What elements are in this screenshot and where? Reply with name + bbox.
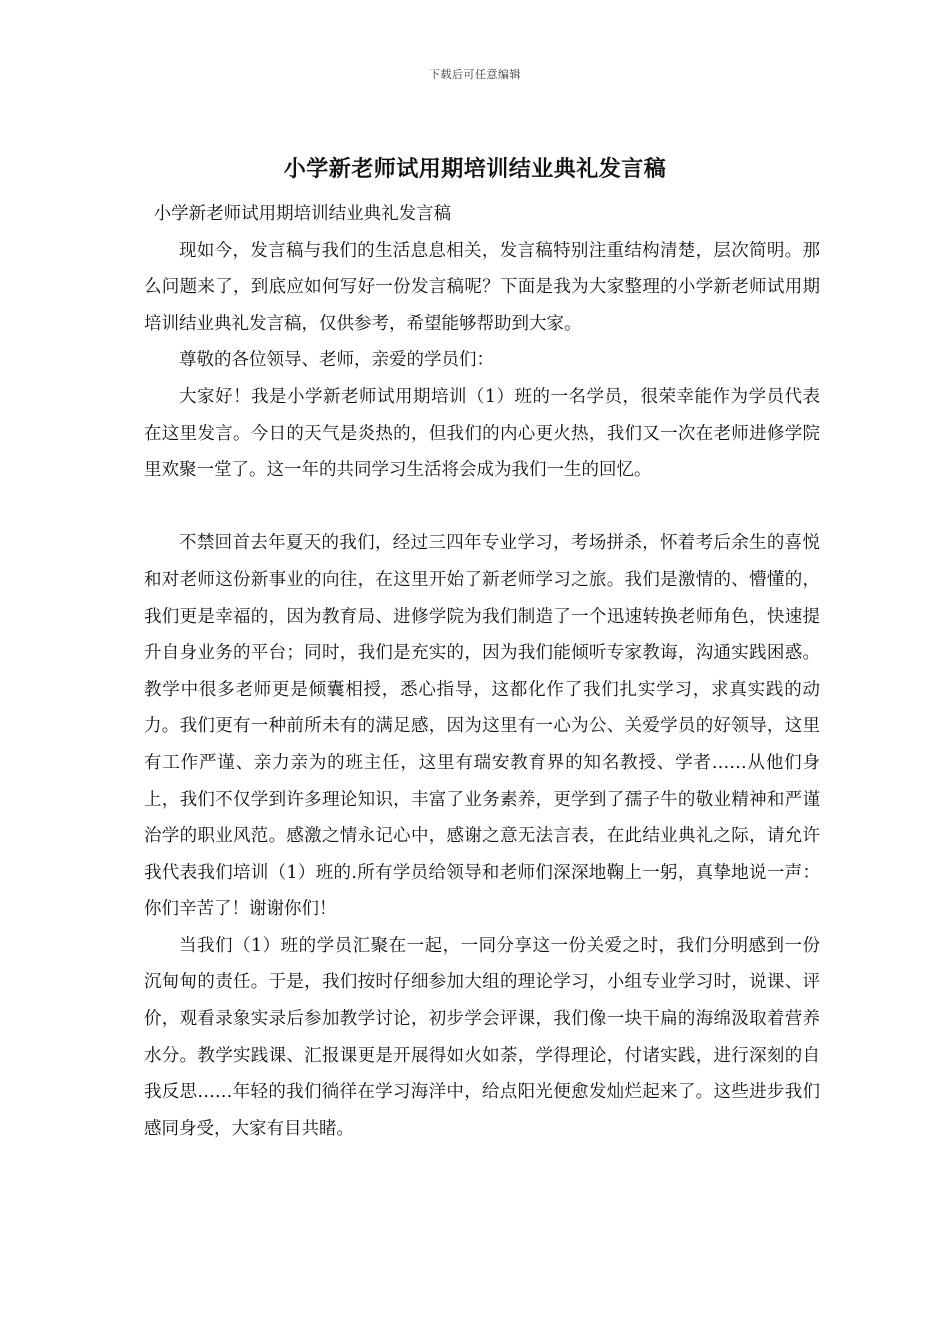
paragraph-spacer [144,489,820,526]
document-body [144,196,820,1147]
header-note: 下载后可任意编辑 [429,68,521,81]
paragraph-reflection: 不禁回首去年夏天的我们，经过三四年专业学习，考场拼杀，怀着考后余生的喜悦和对老师这份新事业的向往，在这里开始了新老师学习之旅。我们是激情的、懵懂的，我们更是幸福的，因为教育局、进修学院为我们制造了一个迅速转换老师角色，快速提升自身业务的平台；同时，我们是充实的，因为我们能倾听专家教诲，沟通实践困惑。教学中很多老师更是倾囊相授，悉心指导，这都化作了我们扎实学习，求真实践的动力。我们更有一种前所未有的满足感，因为这里有一心为公、关爱学员的好领导，这里有工作严谨、亲力亲为的班主任，这里有瑞安教育界的知名教授、学者……从他们身上，我们不仅学到许多理论知识，丰富了业务素养，更学到了孺子牛的敬业精神和严谨治学的职业风范。感激之情永记心中，感谢之意无法言表，在此结业典礼之际，请允许我代表我们培训（1）班的.所有学员给领导和老师们深深地鞠上一躬，真挚地说一声：你们辛苦了！谢谢你们！ [144,533,820,920]
document-subtitle: 小学新老师试用期培训结业典礼发言稿 [153,204,452,224]
paragraph-intro: 现如今，发言稿与我们的生活息息相关，发言稿特别注重结构清楚，层次简明。那么问题来了，到底应如何写好一份发言稿呢？下面是我为大家整理的小学新老师试用期培训结业典礼发言稿，仅供参考，希望能够帮助到大家。 [144,240,820,334]
paragraph-opening: 大家好！我是小学新老师试用期培训（1）班的一名学员，很荣幸能作为学员代表在这里发言。今日的天气是炎热的，但我们的内心更火热，我们又一次在老师进修学院里欢聚一堂了。这一年的共同学习生活将会成为我们一生的回忆。 [144,386,820,481]
paragraph-responsibility: 当我们（1）班的学员汇聚在一起，一同分享这一份关爱之时，我们分明感到一份沉甸甸的责任。于是，我们按时仔细参加大组的理论学习，小组专业学习时，说课、评价，观看录象实录后参加教学讨论，初步学会评课，我们像一块干扁的海绵汲取着营养水分。教学实践课、汇报课更是开展得如火如荼，学得理论，付诸实践，进行深刻的自我反思……年轻的我们徜徉在学习海洋中，给点阳光便愈发灿烂起来了。这些进步我们感同身受，大家有目共睹。 [144,935,820,1139]
paragraph-greeting: 尊敬的各位领导、老师，亲爱的学员们： [179,350,494,371]
page-title: 小学新老师试用期培训结业典礼发言稿 [283,156,667,182]
